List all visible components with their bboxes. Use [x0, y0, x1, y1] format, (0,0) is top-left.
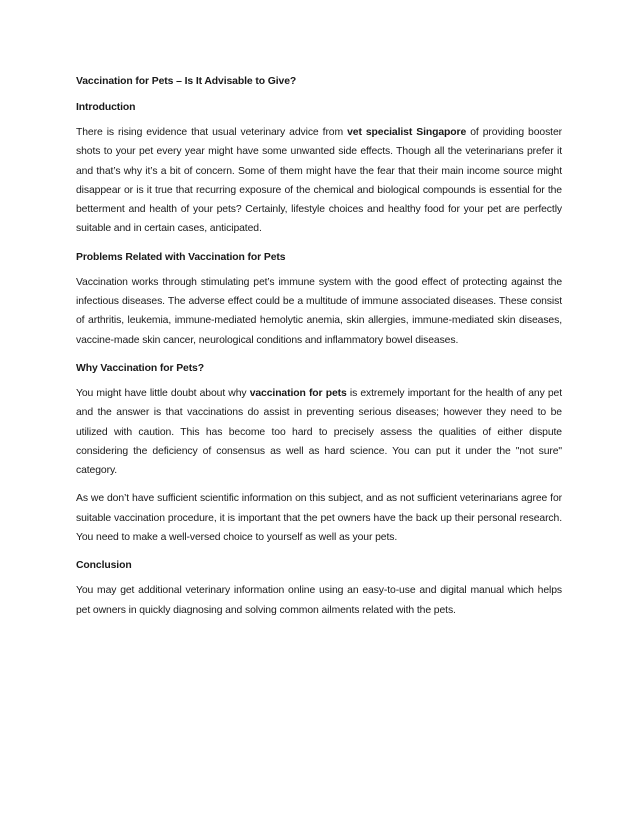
paragraph-text: You might have little doubt about why	[76, 387, 250, 399]
paragraph-text: of providing booster shots to your pet every year might have some unwanted side effects. Though all the veterinarians prefer it and that’s why it’s a bit of concern. Some of them might have the fear that their main income source might disappear or is it true that recurring exposure of the chemical and biological compounds is essential for the betterment and health of your pets? Certainly, lifestyle choices and healthy food for your pet are perfectly suitable and in certain cases, anticipated.	[76, 127, 562, 235]
section-heading-conclusion: Conclusion	[76, 560, 132, 572]
introduction-paragraph	[76, 123, 562, 239]
paragraph-text: There is rising evidence that usual veterinary advice from	[76, 127, 348, 138]
why-vaccination-paragraph-1	[76, 384, 562, 480]
section-heading-problems: Problems Related with Vaccination for Pets	[76, 251, 286, 263]
section-heading-why-vaccination: Why Vaccination for Pets?	[76, 362, 204, 374]
problems-paragraph: Vaccination works through stimulating pet’s immune system with the good effect of protecting against the infectious diseases. The adverse effect could be a multitude of immune associated diseases. These consist of arthritis, leukemia, immune-mediated hemolytic anemia, skin allergies, immune-mediated skin diseases, vaccine-made skin cancer, neurological conditions and inflammatory bowel diseases.	[76, 276, 562, 346]
why-vaccination-paragraph-2: As we don’t have sufficient scientific information on this subject, and as not sufficient veterinarians agree for suitable vaccination procedure, it is important that the pet owners have the back up their personal research. You need to make a well-versed choice to yourself as well as your pets.	[76, 493, 562, 544]
vet-specialist-link-text: vet specialist Singapore	[347, 127, 467, 138]
vaccination-for-pets-link-text: vaccination for pets	[249, 387, 347, 399]
document-page	[76, 72, 562, 629]
section-heading-introduction: Introduction	[76, 102, 136, 113]
paragraph-text: is extremely important for the health of any pet and the answer is that vaccinations do assist in preventing serious diseases; however they need to be utilized with caution. This has become too hard to precisely assess the qualities of either dispute considering the deficiency of consensus as well as hard science. You can put it under the "not sure" category.	[76, 387, 563, 477]
document-title: Vaccination for Pets – Is It Advisable to Give?	[76, 76, 297, 87]
conclusion-paragraph: You may get additional veterinary information online using an easy-to-use and digital manual which helps pet owners in quickly diagnosing and solving common ailments related with the pets.	[76, 585, 562, 616]
